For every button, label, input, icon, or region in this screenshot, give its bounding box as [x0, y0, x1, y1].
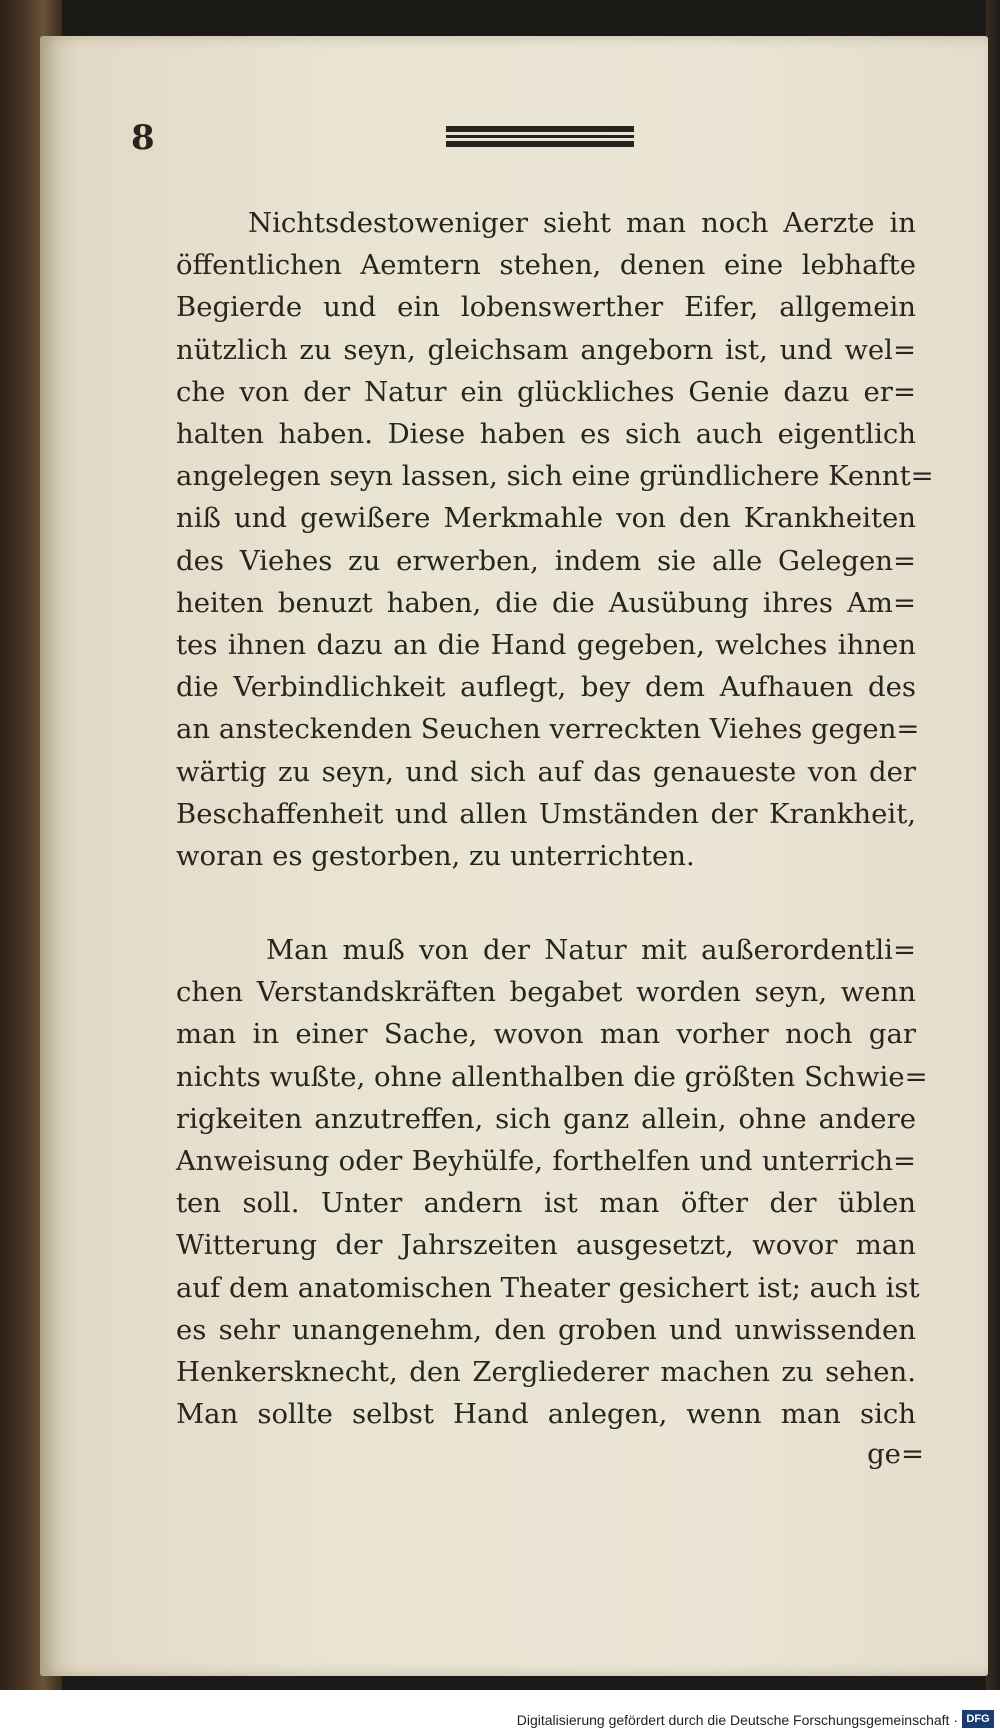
text-line: nichts wußte, ohne allenthalben die größten Schwie= [176, 1060, 928, 1093]
text-line: che von der Natur ein glückliches Genie dazu er= [176, 375, 916, 408]
text-line: niß und gewißere Merkmahle von den Krankheiten [176, 502, 916, 535]
text-line: Man muß von der Natur mit außerordentli= [266, 934, 916, 966]
funding-credit: Digitalisierung gefördert durch die Deutsche Forschungsgemeinschaft · [516, 1712, 958, 1728]
page-number: 8 [131, 118, 155, 158]
footer-bar [0, 1690, 1000, 1736]
text-line: es sehr unangenehm, den groben und unwissenden [176, 1313, 916, 1346]
text-line: tes ihnen dazu an die Hand gegeben, welches ihnen [176, 629, 916, 662]
catchword: ge= [867, 1438, 924, 1470]
dfg-logo: DFG [962, 1710, 994, 1728]
text-line: Man sollte selbst Hand anlegen, wenn man sich [176, 1398, 916, 1431]
header-ornament-rule [446, 126, 634, 150]
text-line: Witterung der Jahrszeiten ausgesetzt, wovor man [176, 1229, 916, 1262]
text-line: man in einer Sache, wovon man vorher noch gar [176, 1018, 916, 1051]
book-right-edge [986, 0, 1000, 1690]
text-line: Anweisung oder Beyhülfe, forthelfen und unterrich= [176, 1145, 916, 1178]
text-line: chen Verstandskräften begabet worden seyn, wenn [176, 976, 916, 1009]
text-line: heiten benuzt haben, die die Ausübung ihres Am= [176, 586, 916, 619]
text-line: die Verbindlichkeit auflegt, bey dem Aufhauen des [176, 671, 916, 704]
paragraph-2 [176, 929, 928, 1435]
text-line: nützlich zu seyn, gleichsam angeborn ist, und wel= [176, 333, 916, 366]
text-line: woran es gestorben, zu unterrichten. [176, 840, 695, 873]
text-line: Begierde und ein lobenswerther Eifer, allgemein [176, 291, 916, 324]
text-line: Henkersknecht, den Zergliederer machen zu sehen. [176, 1356, 916, 1389]
text-line: ten soll. Unter andern ist man öfter der üblen [176, 1187, 916, 1220]
text-line: wärtig zu seyn, und sich auf das genaueste von der [176, 755, 916, 788]
text-line: öffentlichen Aemtern stehen, denen eine lebhafte [176, 249, 916, 282]
text-line: Beschaffenheit und allen Umständen der Krankheit, [176, 797, 916, 830]
text-line: des Viehes zu erwerben, indem sie alle Gelegen= [176, 544, 916, 577]
text-line: angelegen seyn lassen, sich eine gründlichere Kennt= [176, 460, 934, 493]
text-line: Nichtsdestoweniger sieht man noch Aerzte in [248, 207, 916, 239]
text-line: rigkeiten anzutreffen, sich ganz allein, ohne andere [176, 1102, 916, 1135]
text-line: an ansteckenden Seuchen verreckten Viehes gegen= [176, 713, 920, 746]
paragraph-1 [176, 202, 934, 877]
text-line: halten haben. Diese haben es sich auch eigentlich [176, 418, 916, 451]
text-line: auf dem anatomischen Theater gesichert ist; auch ist [176, 1271, 920, 1304]
